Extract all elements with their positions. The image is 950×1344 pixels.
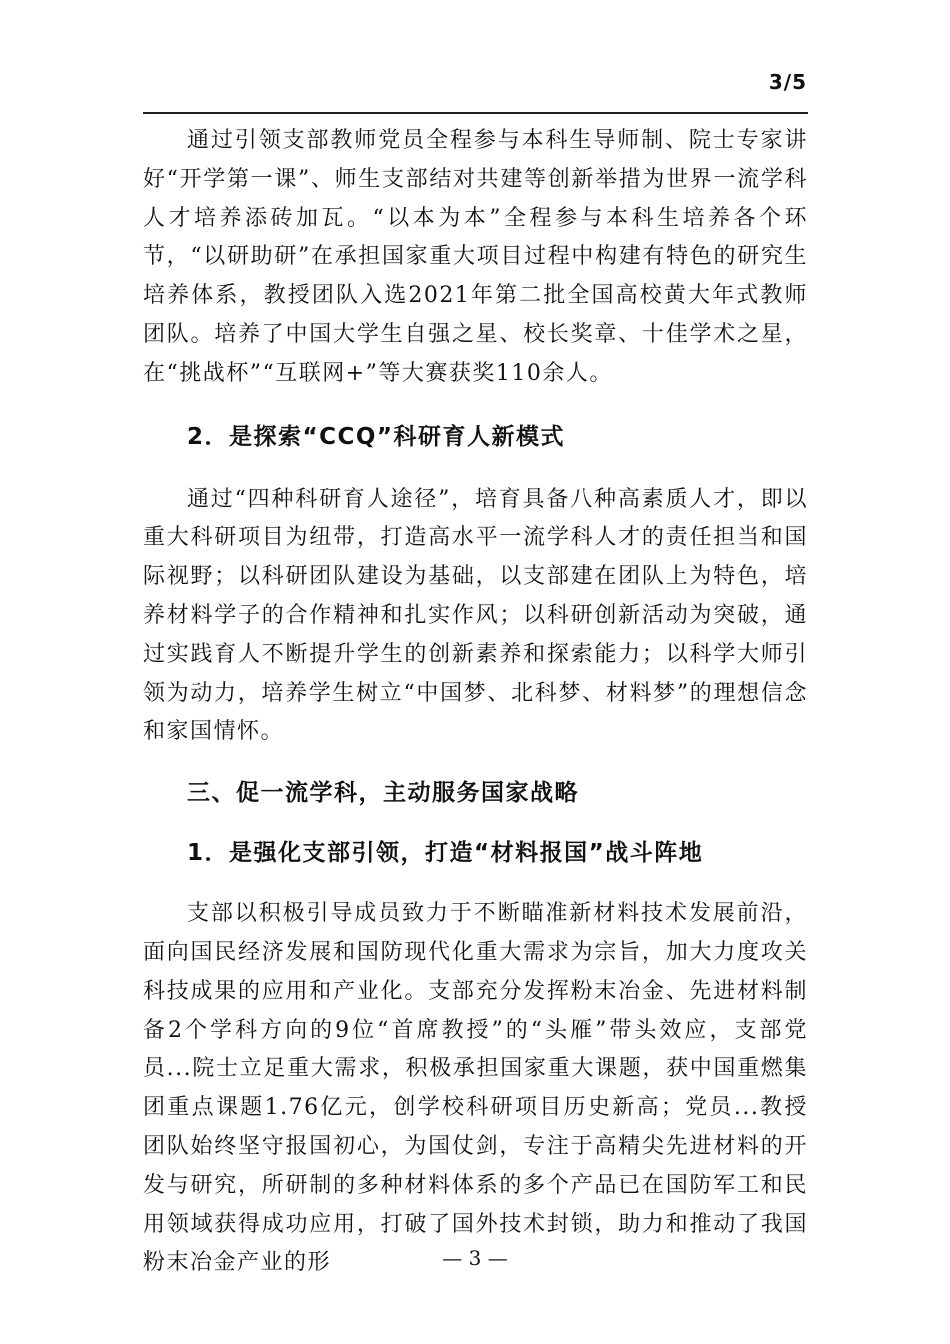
- paragraph-talent-cultivation: 通过引领支部教师党员全程参与本科生导师制、院士专家讲好“开学第一课”、师生支部结对共建等创新举措为世界一流学科人才培养添砖加瓦。“以本为本”全程参与本科生培养各个环节，“以研助研”在承担国家重大项目过程中构建有特色的研究生培养体系，教授团队入选2021年第二批全国高校黄大年式教师团队。培养了中国大学生自强之星、校长奖章、十佳学术之星，在“挑战杯”“互联网+”等大赛获奖110余人。: [143, 128, 808, 386]
- document-body: [143, 122, 808, 1283]
- subheading-ccq-model: 2．是探索“CCQ”科研育人新模式: [187, 423, 566, 450]
- paragraph-research-education: 通过“四种科研育人途径”，培育具备八种高素质人才，即以重大科研项目为纽带，打造高水平一流学科人才的责任担当和国际视野；以科研团队建设为基础，以支部建在团队上为特色，培养材料学子的合作精神和扎实作风；以科研创新活动为突破，通过实践育人不断提升学生的创新素养和探索能力；以科学大师引领为动力，培养学生树立“中国梦、北科梦、材料梦”的理想信念和家国情怀。: [143, 486, 808, 745]
- section-heading-three: 三、促一流学科，主动服务国家战略: [187, 780, 579, 807]
- page-counter: 3/5: [768, 70, 807, 94]
- page-number-footer: — 3 —: [442, 1246, 508, 1270]
- header-divider: [143, 112, 808, 114]
- subheading-branch-leadership: 1．是强化支部引领，打造“材料报国”战斗阵地: [187, 840, 704, 867]
- paragraph-national-service: 支部以积极引导成员致力于不断瞄准新材料技术发展前沿，面向国民经济发展和国防现代化重大需求为宗旨，加大力度攻关科技成果的应用和产业化。支部充分发挥粉末冶金、先进材料制备2个学科方向的9位“首席教授”的“头雁”带头效应，支部党员...院士立足重大需求，积极承担国家重大课题，获中国重燃集团重点课题1.76亿元，创学校科研项目历史新高；党员...教授团队始终坚守报国初心，为国仗剑，专注于高精尖先进材料的开发与研究，所研制的多种材料体系的多个产品已在国防军工和民用领域获得成功应用，打破了国外技术封锁，助力和推动了我国粉末冶金产业的形: [143, 901, 808, 1276]
